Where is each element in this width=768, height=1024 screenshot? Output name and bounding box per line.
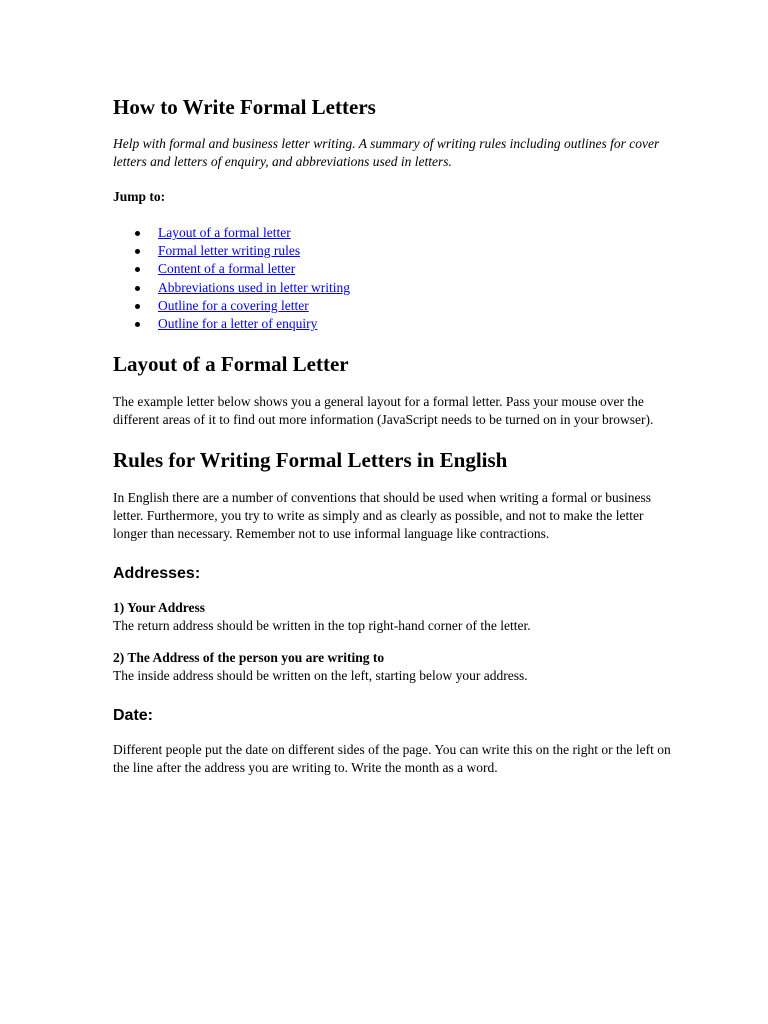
jump-to-list (113, 224, 673, 333)
jump-link-letter-of-enquiry[interactable]: Outline for a letter of enquiry (158, 316, 318, 332)
jump-link-covering-letter[interactable]: Outline for a covering letter (158, 297, 309, 313)
page-title: How to Write Formal Letters (113, 95, 376, 119)
date-heading: Date: (113, 707, 154, 725)
jump-to-label: Jump to: (113, 189, 166, 204)
document-content (113, 92, 673, 777)
date-text: Different people put the date on different sides of the page. You can write this on the right or the left on the line after the address you are writing to. Write the month as a word. (113, 742, 671, 776)
bullet-icon (135, 286, 140, 291)
list-item (113, 315, 673, 333)
rules-section-text: In English there are a number of conventions that should be used when writing a formal or business letter. Furthermore, you try to write as simply and as clearly as possible, and not to make the letter longer than necessary. Remember not to use informal language like contractions. (113, 490, 651, 542)
bullet-icon (135, 231, 140, 236)
list-item (113, 260, 673, 278)
jump-link-content[interactable]: Content of a formal letter (158, 261, 296, 277)
jump-link-layout[interactable]: Layout of a formal letter (158, 225, 291, 240)
bullet-icon (135, 304, 140, 309)
address-item-title: 2) The Address of the person you are writing to (113, 650, 385, 666)
list-item (113, 242, 673, 260)
layout-section-heading: Layout of a Formal Letter (113, 352, 349, 377)
address-item-title: 1) Your Address (113, 600, 206, 616)
address-item-your-address (113, 599, 673, 635)
address-item-recipient-address (113, 649, 673, 685)
bullet-icon (135, 267, 140, 272)
layout-section-text: The example letter below shows you a general layout for a formal letter. Pass your mouse over the different areas of it to find out more information (JavaScript needs to be turned on in your browser). (113, 394, 654, 428)
address-item-text: The inside address should be written on the left, starting below your address. (113, 668, 528, 684)
list-item (113, 297, 673, 315)
list-item (113, 224, 673, 242)
intro-text: Help with formal and business letter writing. A summary of writing rules including outlines for cover letters and letters of enquiry, and abbreviations used in letters. (113, 136, 660, 169)
address-item-text: The return address should be written in the top right-hand corner of the letter. (113, 618, 531, 634)
jump-link-writing-rules[interactable]: Formal letter writing rules (158, 243, 301, 259)
addresses-heading: Addresses: (113, 565, 201, 583)
jump-link-abbreviations[interactable]: Abbreviations used in letter writing (158, 279, 350, 295)
list-item (113, 279, 673, 297)
bullet-icon (135, 322, 140, 327)
bullet-icon (135, 249, 140, 254)
rules-section-heading: Rules for Writing Formal Letters in English (113, 448, 508, 473)
